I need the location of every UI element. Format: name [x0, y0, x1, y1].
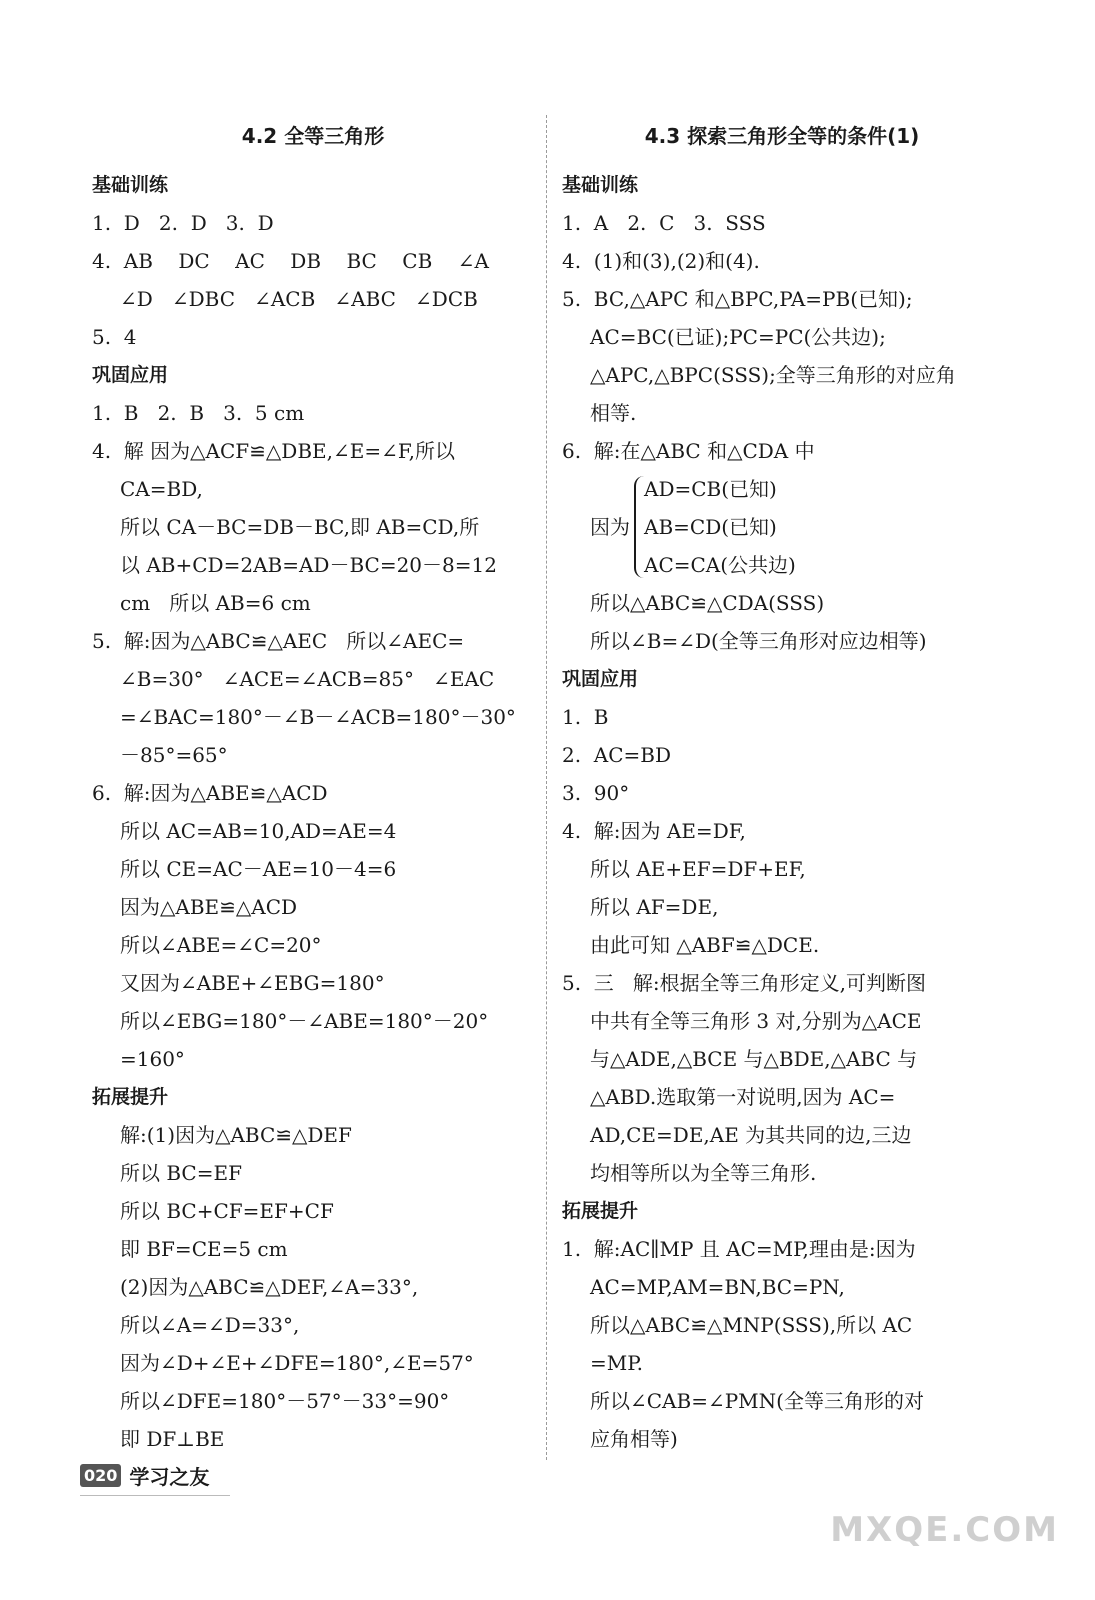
answer-line: 所以∠ABE=∠C=20° [120, 933, 322, 957]
answer-line: 所以∠B=∠D(全等三角形对应边相等) [590, 629, 927, 653]
answer-line: CA=BD, [120, 477, 203, 501]
answer-line: AC=MP,AM=BN,BC=PN, [590, 1275, 845, 1299]
answer-line: =MP. [590, 1351, 643, 1375]
answer-line: 所以△ABC≌△MNP(SSS),所以 AC [590, 1313, 913, 1337]
answer-line: 2. AC=BD [562, 743, 672, 767]
answer-line: AC=BC(已证);PC=PC(公共边); [590, 325, 886, 349]
answer-line: 1. D 2. D 3. D [92, 211, 274, 235]
answer-line: 所以 BC+CF=EF+CF [120, 1199, 334, 1223]
section-title-4-2: 4.2 全等三角形 [241, 124, 385, 148]
answer-line: －85°=65° [120, 743, 228, 767]
answer-line: ∠B=30° ∠ACE=∠ACB=85° ∠EAC [120, 667, 495, 691]
answer-line: ∠D ∠DBC ∠ACB ∠ABC ∠DCB [120, 287, 478, 311]
footer-rule [80, 1495, 230, 1496]
answer-line: 由此可知 △ABF≌△DCE. [590, 933, 820, 957]
answer-line: 1. B 2. B 3. 5 cm [92, 401, 305, 425]
answer-line: 所以∠A=∠D=33°, [120, 1313, 300, 1337]
subheading-extend: 拓展提升 [562, 1200, 639, 1222]
answer-line: 所以∠CAB=∠PMN(全等三角形的对 [590, 1389, 924, 1413]
subheading-consolidate: 巩固应用 [562, 668, 639, 690]
answer-line: 4. (1)和(3),(2)和(4). [562, 249, 760, 273]
answer-line: △APC,△BPC(SSS);全等三角形的对应角 [590, 363, 956, 387]
answer-line: 1. B [562, 705, 609, 729]
answer-line: 又因为∠ABE+∠EBG=180° [120, 971, 385, 995]
answer-line: 所以 BC=EF [120, 1161, 242, 1185]
answer-line: 1. 解:AC∥MP 且 AC=MP,理由是:因为 [562, 1237, 916, 1261]
watermark: MXQE.COM [830, 1510, 1059, 1550]
answer-line: cm 所以 AB=6 cm [120, 591, 311, 615]
answer-line: 所以 AC=AB=10,AD=AE=4 [120, 819, 397, 843]
answer-line: 5. 4 [92, 325, 137, 349]
column-divider [546, 115, 547, 1460]
subheading-consolidate: 巩固应用 [92, 364, 169, 386]
answer-line: 即 DF⊥BE [120, 1427, 225, 1451]
answer-line: 解:(1)因为△ABC≌△DEF [120, 1123, 352, 1147]
brace-label: 因为 [590, 515, 630, 539]
answer-line: 因为△ABE≌△ACD [120, 895, 298, 919]
answer-line: 所以 AF=DE, [590, 895, 719, 919]
left-column [92, 118, 534, 1458]
answer-line: 应角相等) [590, 1427, 678, 1451]
right-column [562, 118, 1002, 1458]
brace-system [562, 470, 1002, 584]
answer-line: 以 AB+CD=2AB=AD－BC=20－8=12 [120, 553, 497, 577]
answer-line: 所以∠DFE=180°－57°－33°=90° [120, 1389, 450, 1413]
answer-line: 6. 解:在△ABC 和△CDA 中 [562, 439, 815, 463]
answer-line: 与△ADE,△BCE 与△BDE,△ABC 与 [590, 1047, 918, 1071]
left-brace [634, 476, 646, 578]
answer-line: 6. 解:因为△ABE≌△ACD [92, 781, 328, 805]
answer-line: 因为∠D+∠E+∠DFE=180°,∠E=57° [120, 1351, 474, 1375]
section-title-4-3: 4.3 探索三角形全等的条件(1) [644, 124, 920, 148]
answer-line: 1. A 2. C 3. SSS [562, 211, 766, 235]
answer-line: 5. 解:因为△ABC≌△AEC 所以∠AEC= [92, 629, 465, 653]
answer-line: 所以 CA－BC=DB－BC,即 AB=CD,所 [120, 515, 480, 539]
brand-logo-text: 学习之友 [129, 1464, 210, 1489]
answer-line: 5. 三 解:根据全等三角形定义,可判断图 [562, 971, 926, 995]
answer-line: 所以∠EBG=180°－∠ABE=180°－20° [120, 1009, 489, 1033]
answer-line: 相等. [590, 401, 637, 425]
answer-line: 4. 解:因为 AE=DF, [562, 819, 746, 843]
answer-line: 所以 AE+EF=DF+EF, [590, 857, 806, 881]
subheading-extend: 拓展提升 [92, 1086, 169, 1108]
page-footer [80, 1455, 209, 1495]
answer-line: 所以△ABC≌△CDA(SSS) [590, 591, 825, 615]
brace-line: AC=CA(公共边) [644, 553, 796, 577]
answer-line: 5. BC,△APC 和△BPC,PA=PB(已知); [562, 287, 913, 311]
subheading-basic-training: 基础训练 [562, 174, 639, 196]
answer-line: AD,CE=DE,AE 为其共同的边,三边 [590, 1123, 912, 1147]
answer-line: △ABD.选取第一对说明,因为 AC= [590, 1085, 896, 1109]
answer-line: 即 BF=CE=5 cm [120, 1237, 288, 1261]
answer-line: (2)因为△ABC≌△DEF,∠A=33°, [120, 1275, 419, 1299]
answer-line: 所以 CE=AC－AE=10－4=6 [120, 857, 397, 881]
answer-line: =∠BAC=180°－∠B－∠ACB=180°－30° [120, 705, 516, 729]
answer-line: 3. 90° [562, 781, 630, 805]
answer-line: 中共有全等三角形 3 对,分别为△ACE [590, 1009, 922, 1033]
answer-line: 4. AB DC AC DB BC CB ∠A [92, 249, 489, 273]
answer-line: 均相等所以为全等三角形. [590, 1161, 817, 1185]
subheading-basic-training: 基础训练 [92, 174, 169, 196]
page-number: 020 [80, 1464, 121, 1487]
answer-line: =160° [120, 1047, 185, 1071]
brace-line: AB=CD(已知) [644, 515, 777, 539]
brace-line: AD=CB(已知) [644, 477, 777, 501]
answer-line: 4. 解 因为△ACF≌△DBE,∠E=∠F,所以 [92, 439, 455, 463]
